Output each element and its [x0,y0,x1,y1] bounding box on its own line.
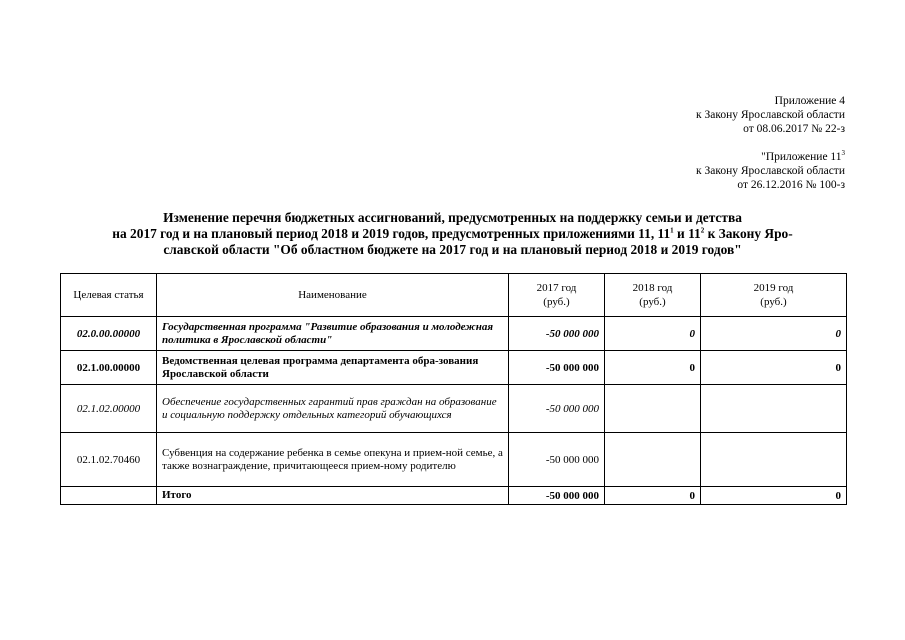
annex-date: от 08.06.2017 № 22-з [743,123,845,135]
row-2017: -50 000 000 [509,317,605,351]
row-2017: -50 000 000 [509,385,605,433]
title-line-2b: и 11 [673,226,701,241]
document-title [50,210,855,258]
row-name: Государственная программа "Развитие образования и молодежная политика в Ярославской области" [157,317,509,351]
row-code: 02.0.00.00000 [61,317,157,351]
row-code: 02.1.02.00000 [61,385,157,433]
annex-prev-sup: 3 [841,149,845,158]
annex-prev-number [696,150,845,164]
annex-prev-number-text: "Приложение 11 [761,151,842,163]
row-name: Ведомственная целевая программа департамента обра-зования Ярославской области [157,351,509,385]
budget-table [60,273,847,505]
row-2019 [701,385,847,433]
table-row [61,351,847,385]
row-2019: 0 [701,351,847,385]
table-row [61,433,847,487]
annex-prev-law: к Закону Ярославской области [696,165,845,177]
annex-number: Приложение 4 [774,95,845,107]
annex-prev-date: от 26.12.2016 № 100-з [737,179,845,191]
title-line-3: славской области "Об областном бюджете на 2017 год и на плановый период 2018 и 2019 годов" [163,242,742,257]
header-code: Целевая статья [61,274,157,317]
annex-law: к Закону Ярославской области [696,109,845,121]
row-2018: 0 [605,317,701,351]
total-code-empty [61,487,157,505]
row-name: Субвенция на содержание ребенка в семье опекуна и прием-ной семье, а также вознаграждение, причитающееся прием-ному родителю [157,433,509,487]
annex-prev-header [696,150,845,192]
row-2017: -50 000 000 [509,351,605,385]
header-2019 [701,274,847,317]
header-2017 [509,274,605,317]
row-2019: 0 [701,317,847,351]
row-name: Обеспечение государственных гарантий прав граждан на образование и социальную поддержку отдельных категорий обучающихся [157,385,509,433]
row-2018: 0 [605,351,701,385]
title-sup-2: 2 [700,226,705,235]
title-line-2a: на 2017 год и на плановый период 2018 и 2019 годов, предусмотренных приложениями 11, 11 [112,226,671,241]
row-code: 02.1.00.00000 [61,351,157,385]
header-2017-year: 2017 год [536,282,577,294]
title-line-1: Изменение перечня бюджетных ассигнований, предусмотренных на поддержку семьи и детства [163,210,742,225]
total-2019: 0 [701,487,847,505]
table-row [61,317,847,351]
title-line-2c: к Закону Яро- [704,226,793,241]
row-2019 [701,433,847,487]
row-2018 [605,385,701,433]
table-total-row [61,487,847,505]
total-2018: 0 [605,487,701,505]
row-2017: -50 000 000 [509,433,605,487]
header-2019-unit: (руб.) [760,296,787,308]
total-label: Итого [157,487,509,505]
header-2018 [605,274,701,317]
table-header-row [61,274,847,317]
title-line-2 [50,226,855,242]
total-2017: -50 000 000 [509,487,605,505]
row-2018 [605,433,701,487]
title-sup-1: 1 [670,226,674,235]
table-row [61,385,847,433]
header-2018-year: 2018 год [632,282,673,294]
row-code: 02.1.02.70460 [61,433,157,487]
header-name: Наименование [157,274,509,317]
annex-header [696,94,845,136]
header-2017-unit: (руб.) [543,296,570,308]
header-2018-unit: (руб.) [639,296,666,308]
header-2019-year: 2019 год [753,282,794,294]
